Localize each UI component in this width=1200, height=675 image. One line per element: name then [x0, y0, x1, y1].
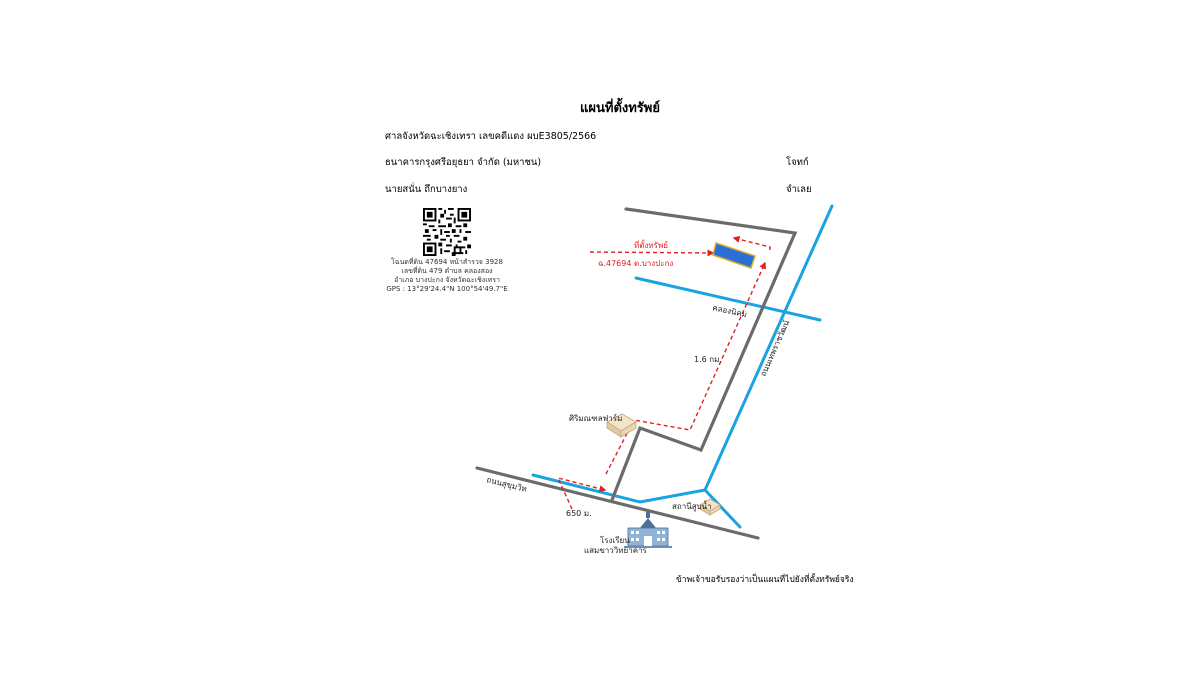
route-pointer-property: [590, 252, 713, 253]
deed-label: ฉ.47694 ต.บางปะกง: [598, 259, 674, 268]
plaintiff-name: ธนาคารกรุงศรีอยุธยา จำกัด (มหาชน): [385, 157, 542, 168]
deed-info-line: โฉนดที่ดิน 47694 หน้าสำรวจ 3928: [391, 258, 503, 266]
sukhumvit-label: ถนนสุขุมวิท: [485, 475, 528, 494]
plaintiff-role: โจทก์: [786, 157, 809, 168]
route-segment-final: [734, 238, 770, 250]
distance-1-label: 1.6 กม.: [694, 355, 722, 364]
route-segment-main: [606, 263, 765, 474]
court-case-line: ศาลจังหวัดฉะเชิงเทรา เลขคดีแดง ผบE3805/2566: [385, 131, 597, 142]
defendant-name: นายสนั่น ถึกบางยาง: [385, 184, 468, 195]
school-building-icon: [624, 512, 672, 548]
page-title: แผนที่ตั้งทรัพย์: [580, 101, 660, 116]
pump-station-label: สถานีสูบน้ำ: [672, 502, 712, 511]
certification-footer: ข้าพเจ้าขอรับรองว่าเป็นแผนที่ไปยังที่ตั้งทรัพย์จริง: [676, 575, 854, 585]
school-label-2: แสมขาววิทยาคาร: [584, 546, 647, 555]
road-theprachawat-label: ถนนเทพราชวัฒน์: [758, 318, 792, 378]
gps-line: GPS : 13°29'24.4"N 100°54'49.7"E: [386, 285, 508, 293]
distance-2-label: 650 ม.: [566, 509, 592, 518]
district-line: อำเภอ บางปะกง จังหวัดฉะเชิงเทรา: [394, 276, 500, 284]
farm-label: ศิริมณฑลฟาร์ม: [569, 414, 623, 423]
property-parcel: [713, 243, 755, 268]
canal-nikhom-label: คลองนิคม: [711, 303, 748, 320]
school-label-1: โรงเรียน: [600, 536, 630, 545]
property-label: ที่ตั้งทรัพย์: [634, 241, 668, 250]
land-number-line: เลขที่ดิน 479 ตำบล คลองสอง: [401, 267, 493, 275]
defendant-role: จำเลย: [786, 184, 812, 195]
